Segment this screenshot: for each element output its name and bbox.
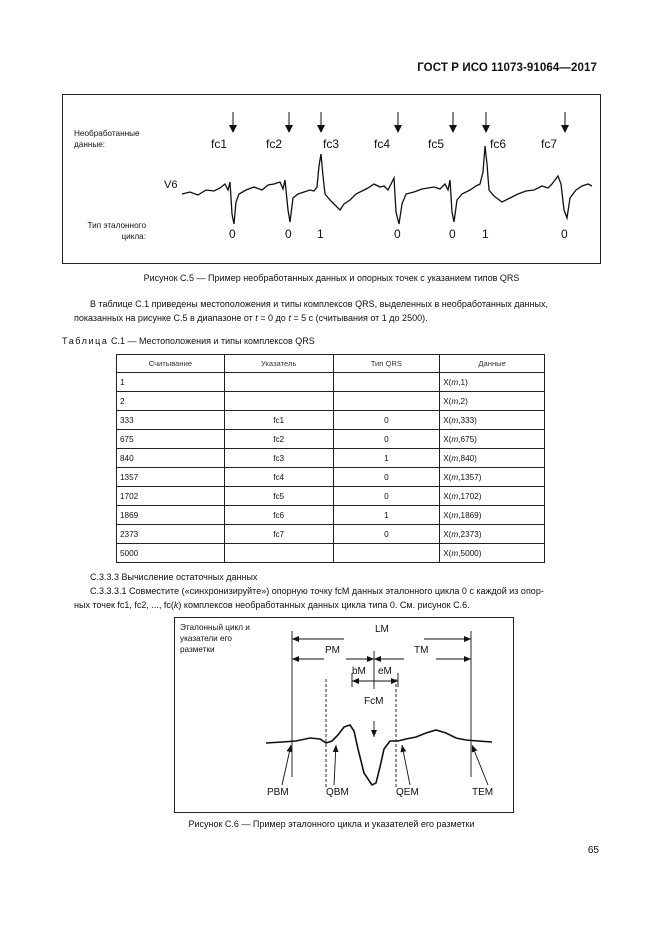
pointer-cell: fc1 [224, 411, 333, 430]
label-fcm: FcM [364, 696, 384, 707]
table-row [117, 468, 545, 487]
pointer-cell: fc6 [224, 506, 333, 525]
intro-paragraph: В таблице С.1 приведены местоположения и типы комплексов QRS, выделенных в необработанных данных, показанных на рисунке С.5 в диапазоне от t = 0 до t = 5 с (считывания от 1 до 2500). [74, 299, 548, 323]
reference-cycle-trace [266, 725, 492, 785]
table-row [117, 487, 545, 506]
pointer-cell: fc2 [224, 430, 333, 449]
qrs-type-cell: 0 [333, 468, 440, 487]
label-tm: TM [414, 645, 429, 656]
column-header: Данные [440, 355, 545, 373]
marker-arrows [233, 112, 565, 132]
type-label: Тип эталонного цикла: [87, 221, 146, 241]
data-cell: X(m,5000) [440, 544, 545, 563]
data-cell: X(m,2) [440, 392, 545, 411]
marker-label-fc5: fc5 [428, 137, 445, 151]
document-header: ГОСТ Р ИСО 11073-91064—2017 [417, 62, 597, 74]
reading-cell: 840 [117, 449, 225, 468]
label-qem: QEM [396, 787, 419, 798]
table-row [117, 506, 545, 525]
table-row [117, 411, 545, 430]
section-text: С.3.3.3 Вычисление остаточных данных С.3.3.3.1 Совместите («синхронизируйте») опорную точку fcM данных эталонного цикла 0 с каждой из опор- ных точек fc1, fc2, ..., fc(k) комплексов необработанных данных цикла типа 0. См. рисунок С.6. [74, 572, 544, 610]
pointer-cell [224, 544, 333, 563]
marker-label-fc6: fc6 [490, 137, 507, 151]
reading-cell: 1869 [117, 506, 225, 525]
marker-label-fc3: fc3 [323, 137, 340, 151]
label-tem: TEM [472, 787, 494, 798]
reading-cell: 2 [117, 392, 225, 411]
reading-cell: 675 [117, 430, 225, 449]
data-cell: X(m,1357) [440, 468, 545, 487]
type-value-fc3: 1 [317, 227, 324, 241]
pointer-cell: fc5 [224, 487, 333, 506]
qrs-type-cell: 0 [333, 525, 440, 544]
lead-label: V6 [164, 179, 178, 191]
reading-cell: 1357 [117, 468, 225, 487]
reading-cell: 5000 [117, 544, 225, 563]
label-lm: LM [375, 624, 389, 635]
type-value-fc4: 0 [394, 227, 401, 241]
label-pm: PM [325, 645, 340, 656]
column-header: Тип QRS [333, 355, 440, 373]
table-row [117, 525, 545, 544]
qrs-type-cell: 0 [333, 487, 440, 506]
type-value-fc1: 0 [229, 227, 236, 241]
reading-cell: 1702 [117, 487, 225, 506]
pointer-cell: fc4 [224, 468, 333, 487]
reading-cell: 333 [117, 411, 225, 430]
page-number: 65 [587, 845, 599, 856]
reading-cell: 1 [117, 373, 225, 392]
data-cell: X(m,1) [440, 373, 545, 392]
data-cell: X(m,840) [440, 449, 545, 468]
table-row [117, 430, 545, 449]
raw-data-label: Необработанные данные: [74, 129, 140, 149]
table-title: Таблица С.1 — Местоположения и типы комплексов QRS [62, 336, 315, 346]
table-header-row [117, 355, 545, 373]
pointer-cell [224, 373, 333, 392]
figure-c5-caption: Рисунок С.5 — Пример необработанных данных и опорных точек с указанием типов QRS [143, 273, 520, 283]
type-value-fc2: 0 [285, 227, 292, 241]
qrs-type-cell [333, 392, 440, 411]
marker-label-fc2: fc2 [266, 137, 283, 151]
column-header: Указатель [224, 355, 333, 373]
qrs-type-cell: 0 [333, 430, 440, 449]
column-header: Считывание [117, 355, 225, 373]
data-cell: X(m,1869) [440, 506, 545, 525]
data-cell: X(m,675) [440, 430, 545, 449]
reading-cell: 2373 [117, 525, 225, 544]
ecg-trace [182, 146, 592, 224]
table-row [117, 392, 545, 411]
pointer-cell [224, 392, 333, 411]
type-value-fc5: 0 [449, 227, 456, 241]
qrs-type-cell [333, 373, 440, 392]
qrs-type-cell: 1 [333, 449, 440, 468]
label-pbm: PBM [267, 787, 289, 798]
label-em: eM [378, 666, 392, 677]
label-bm: bM [352, 666, 366, 677]
marker-label-fc1: fc1 [211, 137, 228, 151]
qrs-type-cell: 1 [333, 506, 440, 525]
qrs-type-cell: 0 [333, 411, 440, 430]
label-qbm: QBM [326, 787, 349, 798]
pointer-cell: fc7 [224, 525, 333, 544]
qrs-type-cell [333, 544, 440, 563]
type-value-fc7: 0 [561, 227, 568, 241]
pointer-cell: fc3 [224, 449, 333, 468]
type-value-fc6: 1 [482, 227, 489, 241]
figure-c6-caption: Рисунок С.6 — Пример эталонного цикла и указателей его разметки [188, 819, 475, 829]
table-row [117, 544, 545, 563]
marker-label-fc7: fc7 [541, 137, 558, 151]
data-cell: X(m,2373) [440, 525, 545, 544]
reference-cycle-label: Эталонный цикл и указатели его разметки [180, 623, 250, 654]
table-c1 [116, 354, 545, 563]
data-cell: X(m,1702) [440, 487, 545, 506]
marker-label-fc4: fc4 [374, 137, 391, 151]
table-row [117, 449, 545, 468]
data-cell: X(m,333) [440, 411, 545, 430]
table-row [117, 373, 545, 392]
